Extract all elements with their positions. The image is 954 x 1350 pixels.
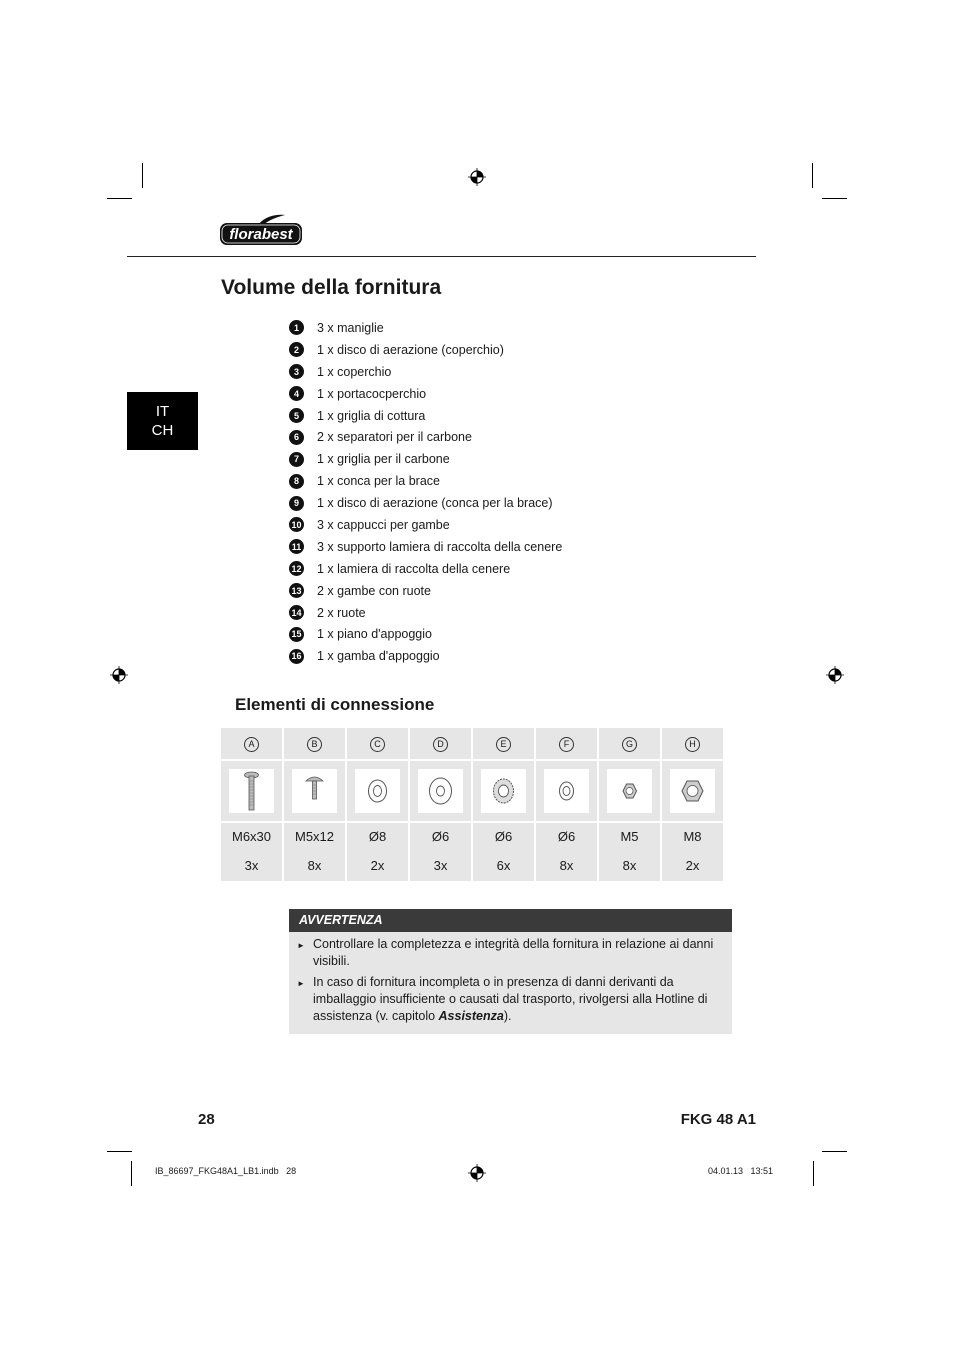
section-title: Elementi di connessione (235, 695, 435, 714)
table-cell (536, 761, 597, 823)
item-text: 2 x ruote (317, 605, 366, 620)
list-item (289, 558, 562, 580)
item-letter-badge: D (433, 737, 448, 752)
crop-mark (822, 198, 847, 199)
warning-text-part: ). (503, 1009, 512, 1023)
item-number-badge: 10 (289, 517, 304, 532)
table-cell (662, 728, 723, 761)
crop-mark (822, 1151, 847, 1152)
parts-list (289, 317, 562, 667)
list-item (289, 623, 562, 645)
bolt-long-icon (229, 769, 274, 813)
list-item (289, 339, 562, 361)
arrow-right-icon: ► (297, 941, 305, 950)
item-number-badge: 5 (289, 408, 304, 423)
brand-logo (219, 214, 303, 246)
quantity-cell: 3x (221, 849, 282, 881)
list-item (289, 448, 562, 470)
list-item (289, 361, 562, 383)
item-number-badge: 4 (289, 386, 304, 401)
language-code-it: IT (155, 403, 170, 420)
page-title: Volume della fornitura (221, 276, 442, 299)
list-item (289, 602, 562, 624)
item-number-badge: 13 (289, 583, 304, 598)
crop-mark (813, 1161, 814, 1186)
quantity-cell: 8x (284, 849, 345, 881)
item-number-badge: 8 (289, 474, 304, 489)
size-cell: M6x30 (221, 823, 282, 849)
table-cell (284, 728, 345, 761)
item-letter-badge: B (307, 737, 322, 752)
item-letter-badge: A (244, 737, 259, 752)
warning-text: Controllare la completezza e integrità della fornitura in relazione ai danni visibili. (313, 937, 714, 968)
list-item (289, 492, 562, 514)
warning-title: AVVERTENZA (289, 909, 732, 932)
brand-name: florabest (229, 226, 293, 243)
warning-item (297, 936, 720, 970)
bolt-short-icon (292, 769, 337, 813)
table-row (221, 849, 723, 881)
table-cell (599, 728, 660, 761)
table-cell (347, 728, 408, 761)
item-text: 1 x gamba d'appoggio (317, 649, 440, 664)
item-number-badge: 15 (289, 627, 304, 642)
leaf-logo-icon (219, 214, 303, 246)
warning-text (313, 974, 720, 1025)
item-text: 1 x griglia di cottura (317, 408, 426, 423)
registration-mark-icon (826, 666, 844, 684)
item-text: 2 x gambe con ruote (317, 583, 431, 598)
item-text: 1 x disco di aerazione (coperchio) (317, 342, 504, 357)
reference-chapter: Assistenza (438, 1009, 504, 1023)
item-letter-badge: C (370, 737, 385, 752)
quantity-cell: 2x (347, 849, 408, 881)
table-cell (473, 728, 534, 761)
list-item (289, 536, 562, 558)
crop-mark (812, 163, 813, 188)
item-number-badge: 9 (289, 496, 304, 511)
item-text: 3 x maniglie (317, 320, 384, 335)
size-cell: Ø6 (410, 823, 471, 849)
hex-nut-small-icon (607, 769, 652, 813)
table-cell (662, 761, 723, 823)
washer-small-icon (544, 769, 589, 813)
crop-mark (142, 163, 143, 188)
warning-box (289, 909, 732, 1034)
table-cell (221, 761, 282, 823)
crop-mark (107, 198, 132, 199)
list-item (289, 405, 562, 427)
quantity-cell: 6x (473, 849, 534, 881)
page-number: 28 (198, 1111, 215, 1128)
language-code-ch: CH (151, 422, 174, 439)
print-timestamp: 04.01.13 13:51 (708, 1166, 774, 1176)
item-text: 3 x supporto lamiera di raccolta della cenere (317, 539, 563, 554)
table-cell (473, 761, 534, 823)
model-name: FKG 48 A1 (680, 1111, 756, 1128)
list-item (289, 514, 562, 536)
size-cell: M8 (662, 823, 723, 849)
table-cell (536, 728, 597, 761)
hex-nut-icon (670, 769, 715, 813)
item-number-badge: 6 (289, 430, 304, 445)
size-cell: Ø6 (536, 823, 597, 849)
warning-item (297, 974, 720, 1025)
item-text: 1 x piano d'appoggio (317, 627, 432, 642)
table-cell (410, 761, 471, 823)
table-cell (410, 728, 471, 761)
quantity-cell: 3x (410, 849, 471, 881)
registration-mark-icon (468, 168, 486, 186)
table-row (221, 761, 723, 823)
language-tab (127, 392, 198, 450)
list-item (289, 470, 562, 492)
item-number-badge: 11 (289, 539, 304, 554)
registration-mark-icon (468, 1164, 486, 1182)
item-text: 1 x conca per la brace (317, 474, 440, 489)
item-number-badge: 16 (289, 649, 304, 664)
item-text: 1 x lamiera di raccolta della cenere (317, 561, 511, 576)
item-text: 1 x portacocperchio (317, 386, 427, 401)
item-letter-badge: E (496, 737, 511, 752)
list-item (289, 426, 562, 448)
table-cell (284, 761, 345, 823)
size-cell: M5x12 (284, 823, 345, 849)
table-row (221, 823, 723, 849)
item-number-badge: 12 (289, 561, 304, 576)
item-number-badge: 1 (289, 320, 304, 335)
print-slug: IB_86697_FKG48A1_LB1.indb 28 (155, 1166, 297, 1176)
crop-mark (107, 1151, 132, 1152)
warning-body (289, 932, 732, 1034)
arrow-right-icon: ► (297, 979, 305, 988)
list-item (289, 645, 562, 667)
size-cell: Ø8 (347, 823, 408, 849)
washer-large-icon (418, 769, 463, 813)
header-rule (127, 256, 756, 257)
item-number-badge: 7 (289, 452, 304, 467)
connection-table (219, 728, 725, 881)
warning-text-part: In caso di fornitura incompleta o in presenza di danni derivanti da imballaggio insufficiente o causati dal trasporto, rivolgersi alla Hotline di assistenza (v. capitolo (313, 975, 708, 1023)
size-cell: Ø6 (473, 823, 534, 849)
item-letter-badge: F (559, 737, 574, 752)
table-cell (347, 761, 408, 823)
item-text: 1 x griglia per il carbone (317, 452, 450, 467)
quantity-cell: 8x (536, 849, 597, 881)
crop-mark (131, 1161, 132, 1186)
item-letter-badge: H (685, 737, 700, 752)
washer-icon (355, 769, 400, 813)
quantity-cell: 2x (662, 849, 723, 881)
item-text: 3 x cappucci per gambe (317, 517, 450, 532)
table-row (221, 728, 723, 761)
registration-mark-icon (110, 666, 128, 684)
item-number-badge: 2 (289, 342, 304, 357)
size-cell: M5 (599, 823, 660, 849)
lock-washer-icon (481, 769, 526, 813)
table-cell (221, 728, 282, 761)
quantity-cell: 8x (599, 849, 660, 881)
item-number-badge: 14 (289, 605, 304, 620)
item-letter-badge: G (622, 737, 637, 752)
item-text: 1 x disco di aerazione (conca per la brace) (317, 496, 553, 511)
table-cell (599, 761, 660, 823)
list-item (289, 580, 562, 602)
list-item (289, 317, 562, 339)
item-number-badge: 3 (289, 364, 304, 379)
list-item (289, 383, 562, 405)
item-text: 2 x separatori per il carbone (317, 430, 472, 445)
item-text: 1 x coperchio (317, 364, 392, 379)
